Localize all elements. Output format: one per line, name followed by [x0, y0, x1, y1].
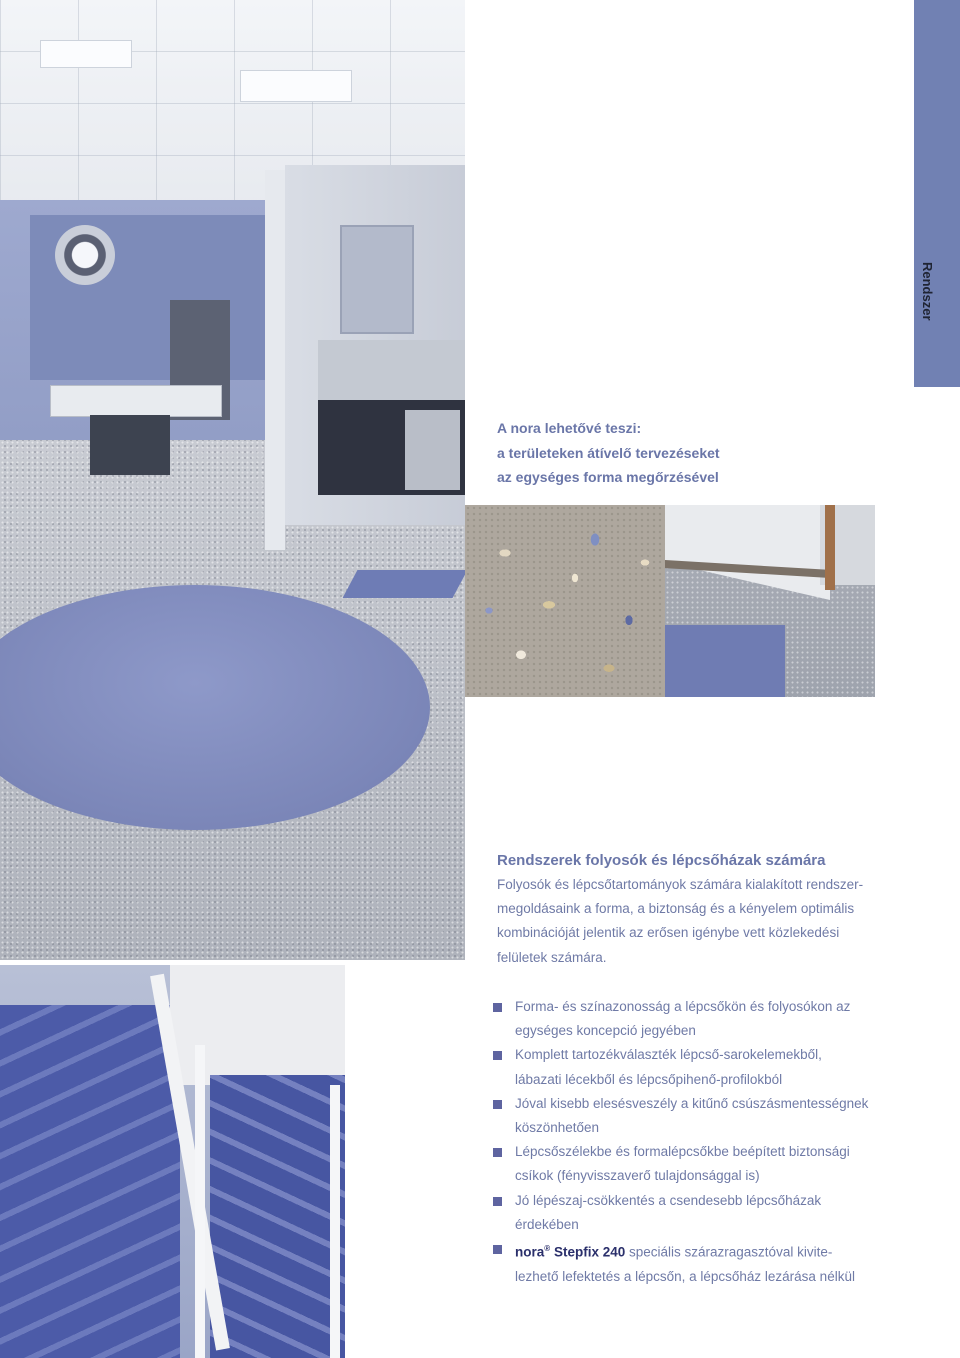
bullet-line: Jó lépészaj-csökkentés a csendesebb lépcsőházak	[515, 1192, 822, 1208]
bullet-line: Jóval kisebb elesésveszély a kitűnő csúszásmentességnek	[515, 1095, 869, 1111]
bullet-line: Lépcsőszélekbe és formalépcsőkbe beépített biztonsági	[515, 1144, 850, 1160]
operating-room-photo	[0, 0, 465, 960]
bullet-text: speciális szárazragasztóval kivite-	[629, 1244, 833, 1260]
bullet-line: köszönhetően	[515, 1120, 600, 1136]
section-body-line: kombinációját jelentik az erősen igénybe vett közlekedési	[497, 925, 840, 941]
bullet-square-icon	[493, 1245, 502, 1254]
bullet-line	[515, 1237, 913, 1265]
bullet-item	[493, 995, 913, 1043]
side-tab	[914, 0, 960, 387]
section-body-line: megoldásaink a forma, a biztonság és a kényelem optimális	[497, 901, 855, 917]
brand-name: nora	[515, 1244, 545, 1260]
section	[497, 849, 917, 970]
bullet-line: lezhető lefektetés a lépcsőn, a lépcsőház lezárása nélkül	[515, 1268, 855, 1284]
bullet-line: Forma- és színazonosság a lépcsőkön és folyosókon az	[515, 999, 851, 1014]
intro-heading	[497, 416, 897, 490]
registered-mark: ®	[544, 1244, 551, 1254]
bullet-line: lábazati lécekből és lépcsőpihenő-profilokból	[515, 1071, 783, 1087]
bullet-square-icon	[493, 1197, 502, 1206]
bullet-square-icon	[493, 1100, 502, 1109]
intro-line: a területeken átívelő tervezéseket	[497, 444, 720, 461]
bullet-line: egységes koncepció jegyében	[515, 1023, 696, 1039]
bullet-item	[493, 1043, 913, 1091]
bullet-square-icon	[493, 1051, 502, 1060]
product-name: Stepfix 240	[553, 1244, 626, 1260]
side-tab-label: Rendszer	[920, 262, 935, 321]
bullet-item	[493, 1189, 913, 1237]
bullet-square-icon	[493, 1148, 502, 1157]
bullet-item-stepfix	[493, 1237, 913, 1289]
bullet-item	[493, 1092, 913, 1140]
intro-line: A nora lehetővé teszi:	[497, 420, 642, 436]
terrazzo-floor-sample-photo	[465, 505, 665, 697]
bullet-square-icon	[493, 1003, 502, 1012]
skirting-floor-detail-photo	[665, 505, 875, 697]
staircase-photo	[0, 965, 345, 1358]
bullet-line: csíkok (fényvisszaverő tulajdonsággal is)	[515, 1168, 760, 1184]
bullet-list	[493, 995, 913, 1289]
section-body-line: Folyosók és lépcsőtartományok számára kialakított rendszer-	[497, 877, 864, 892]
bullet-item	[493, 1140, 913, 1188]
section-title: Rendszerek folyosók és lépcsőházak számára	[497, 852, 826, 869]
bullet-line: Komplett tartozékválaszték lépcső-sarokelemekből,	[515, 1047, 822, 1063]
bullet-line: érdekében	[515, 1216, 579, 1232]
section-body-line: felületek számára.	[497, 949, 607, 965]
intro-line: az egységes forma megőrzésével	[497, 469, 719, 485]
